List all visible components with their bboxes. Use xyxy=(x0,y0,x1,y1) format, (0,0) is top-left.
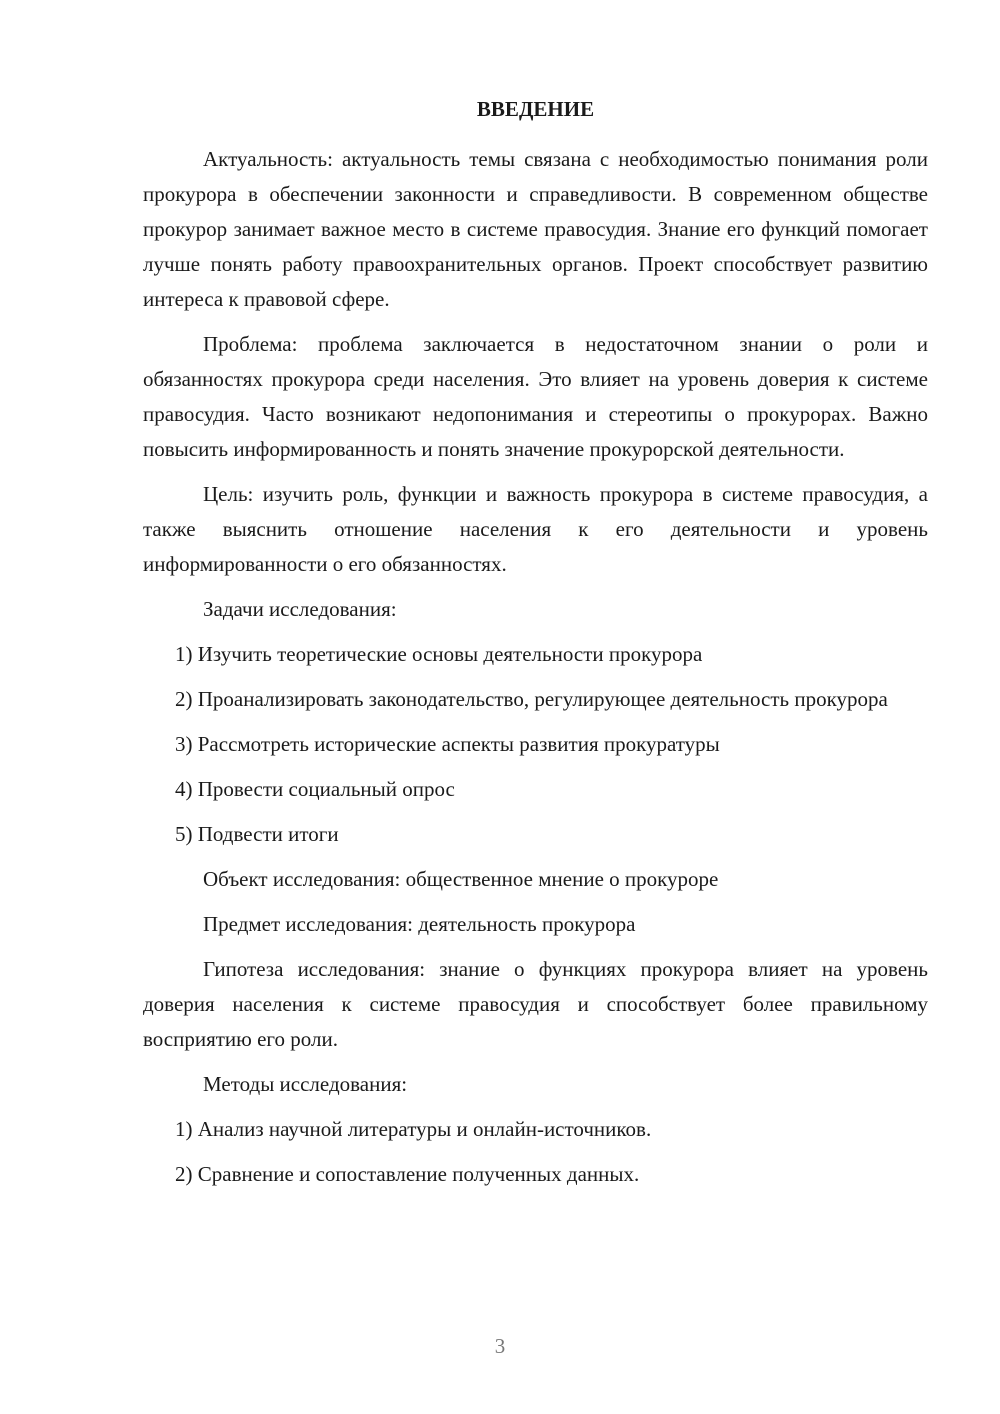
paragraph-object: Объект исследования: общественное мнение о прокуроре xyxy=(203,867,719,891)
page-number: 3 xyxy=(494,1334,506,1358)
task-item: 5) Подвести итоги xyxy=(175,822,339,846)
document-title: ВВЕДЕНИЕ xyxy=(476,97,595,121)
task-item: 4) Провести социальный опрос xyxy=(175,777,455,801)
paragraph-goal: Цель: изучить роль, функции и важность прокурора в системе правосудия, а также выяснить отношение населения к его деятельности и уровень информированности о его обязанностях. xyxy=(143,482,928,576)
task-item: 3) Рассмотреть исторические аспекты развития прокуратуры xyxy=(175,732,720,756)
method-item: 2) Сравнение и сопоставление полученных данных. xyxy=(175,1162,640,1186)
paragraph-hypothesis: Гипотеза исследования: знание о функциях прокурора влияет на уровень доверия населения к системе правосудия и способствует более правильному восприятию его роли. xyxy=(143,957,928,1051)
document-page xyxy=(143,92,928,1202)
task-item: 1) Изучить теоретические основы деятельности прокурора xyxy=(175,642,703,666)
paragraph-relevance: Актуальность: актуальность темы связана с необходимостью понимания роли прокурора в обеспечении законности и справедливости. В современном обществе прокурор занимает важное место в системе правосудия. Знание его функций помогает лучше понять работу правоохранительных органов. Проект способствует развитию интереса к правовой сфере. xyxy=(143,147,928,311)
method-item: 1) Анализ научной литературы и онлайн-источников. xyxy=(175,1117,652,1141)
tasks-heading: Задачи исследования: xyxy=(203,597,397,621)
task-item: 2) Проанализировать законодательство, регулирующее деятельность прокурора xyxy=(175,687,888,711)
methods-heading: Методы исследования: xyxy=(203,1072,408,1096)
paragraph-subject: Предмет исследования: деятельность прокурора xyxy=(203,912,636,936)
paragraph-problem: Проблема: проблема заключается в недостаточном знании о роли и обязанностях прокурора среди населения. Это влияет на уровень доверия к системе правосудия. Часто возникают недопонимания и стереотипы о прокурорах. Важно повысить информированность и понять значение прокурорской деятельности. xyxy=(143,332,928,461)
